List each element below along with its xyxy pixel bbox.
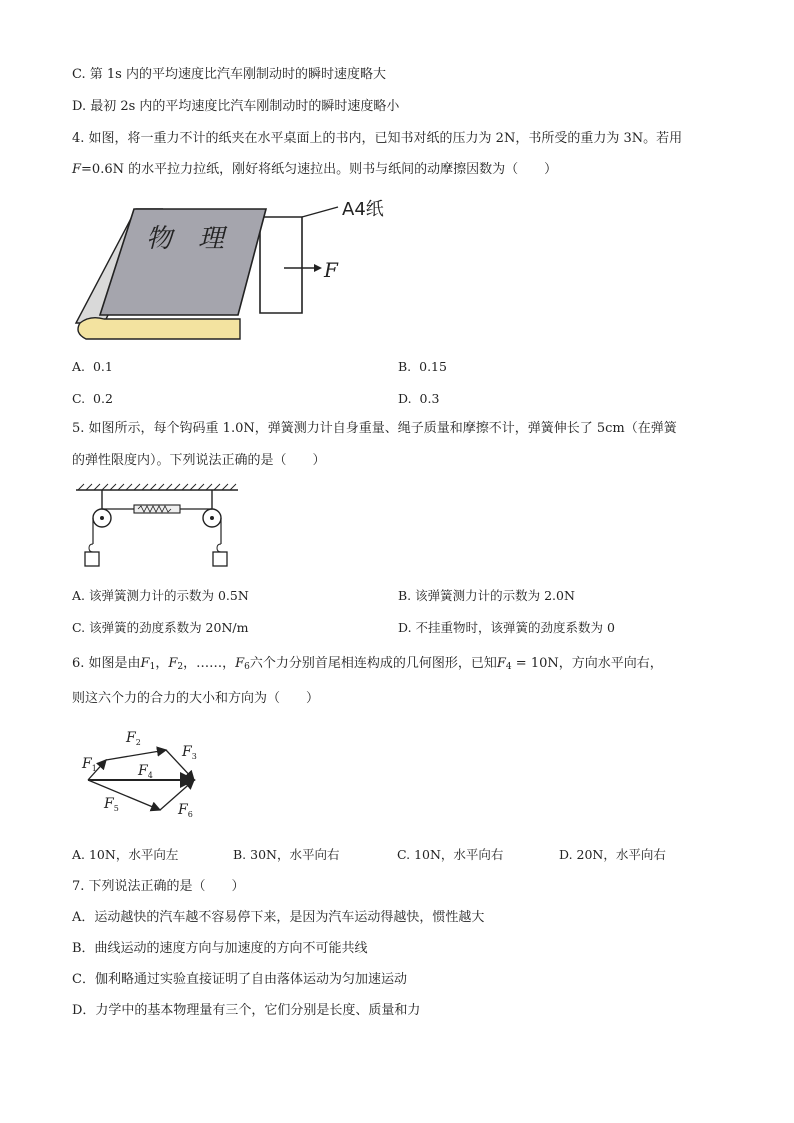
q4-option-b — [398, 358, 447, 376]
option-text: 0.3 — [419, 391, 440, 406]
option-text: 0.1 — [92, 359, 113, 374]
q4-stem-line2-text: =0.6N 的水平拉力拉纸，刚好将纸匀速拉出。则书与纸间的动摩擦因数为（ ） — [81, 162, 558, 177]
q7-option-b: B．曲线运动的速度方向与加速度的方向不可能共线 — [72, 941, 368, 956]
a4-paper — [260, 217, 302, 313]
f6-arrow — [160, 780, 194, 810]
f6-subscript: 6 — [244, 662, 250, 672]
q6-ellipsis: ，……， — [183, 656, 236, 671]
q4-option-d — [398, 390, 439, 408]
q4-option-c — [72, 390, 113, 408]
q4-book-figure — [70, 195, 410, 345]
f1-subscript: 1 — [149, 662, 156, 672]
q6-force-figure — [76, 722, 216, 826]
option-letter: B. — [398, 359, 412, 374]
q6-option-a: A. 10N，水平向左 — [72, 847, 179, 862]
ceiling-hatch — [78, 484, 236, 490]
f4-symbol: F — [496, 656, 506, 671]
q7-option-c: C．伽利略通过实验直接证明了自由落体运动为匀加速运动 — [72, 972, 407, 987]
force-arrow-head — [314, 264, 322, 272]
q7-option-d: D．力学中的基本物理量有三个，它们分别是长度、质量和力 — [72, 1003, 421, 1018]
option-letter: A. — [72, 359, 86, 374]
f4-value: = 10N — [515, 656, 559, 671]
f3-label: $F_3$ — [182, 744, 197, 761]
f1-symbol: F — [140, 656, 150, 671]
q6-text-b: 六个力分别首尾相连构成的几何图形，已知 — [249, 656, 497, 671]
q6-text-a: 6. 如图是由 — [72, 656, 141, 671]
f4-subscript: 4 — [505, 662, 512, 672]
q5-option-c: C. 该弹簧的劲度系数为 20N/m — [72, 620, 249, 635]
q5-option-b: B. 该弹簧测力计的示数为 2.0N — [398, 588, 575, 603]
f2-arrow — [106, 750, 166, 760]
q6-option-c: C. 10N，水平向右 — [397, 847, 504, 862]
option-letter: C. — [72, 391, 86, 406]
force-symbol: F — [72, 162, 82, 177]
q5-stem-line1: 5. 如图所示，每个钩码重 1.0N，弹簧测力计自身重量、绳子质量和摩擦不计，弹簧伸长了 5cm（在弹簧 — [72, 421, 677, 436]
q7-option-a: A．运动越快的汽车越不容易停下来，是因为汽车运动得越快，惯性越大 — [72, 910, 485, 925]
left-weight — [85, 552, 99, 566]
q3-option-c: C. 第 1s 内的平均速度比汽车刚制动时的瞬时速度略大 — [72, 67, 386, 82]
f1-label: $F_1$ — [82, 756, 97, 773]
q5-pulley-figure — [72, 482, 242, 572]
right-weight — [213, 552, 227, 566]
f6-label: $F_6$ — [178, 802, 193, 819]
f4-label: $F_4$ — [138, 763, 153, 780]
q5-option-a: A. 该弹簧测力计的示数为 0.5N — [72, 588, 249, 603]
option-text: 0.2 — [93, 391, 113, 406]
q6-text-c: ，方向水平向右， — [558, 656, 663, 671]
q6-stem-line2: 则这六个力的合力的大小和方向为（ ） — [72, 691, 320, 706]
q6-option-b: B. 30N，水平向右 — [233, 847, 340, 862]
f2-label: $F_2$ — [126, 730, 141, 747]
q6-option-d: D. 20N，水平向右 — [559, 847, 666, 862]
option-text: 0.15 — [419, 359, 447, 374]
q5-option-d: D. 不挂重物时，该弹簧的劲度系数为 0 — [398, 620, 615, 635]
f5-label: $F_5$ — [104, 796, 119, 813]
force-label: F — [324, 258, 338, 282]
q3-option-d: D. 最初 2s 内的平均速度比汽车刚制动时的瞬时速度略小 — [72, 99, 400, 114]
q4-option-a — [72, 358, 113, 376]
q5-stem-line2: 的弹性限度内）。下列说法正确的是（ ） — [72, 453, 326, 468]
q4-stem-line1: 4. 如图，将一重力不计的纸夹在水平桌面上的书内，已知书对纸的压力为 2N，书所受的重力为 3N。若用 — [72, 131, 683, 146]
q6-stem-line1: 6. 如图是由$F_1$，$F_2$，……，$F_6$六个力分别首尾相连构成的几何图形，已知$F_4 = 10N$，方向水平向右， — [72, 656, 663, 672]
book-title: 物 理 — [146, 224, 225, 254]
paper-label: A4纸 — [342, 199, 384, 220]
option-letter: D. — [398, 391, 412, 406]
book-pages — [78, 318, 240, 339]
f5-arrow — [88, 780, 160, 810]
f2-subscript: 2 — [177, 662, 184, 672]
f2-symbol: F — [168, 656, 178, 671]
q7-stem: 7. 下列说法正确的是（ ） — [72, 879, 245, 894]
q4-stem-line2 — [72, 161, 557, 179]
f6-symbol: F — [235, 656, 245, 671]
paper-label-line — [302, 207, 338, 217]
